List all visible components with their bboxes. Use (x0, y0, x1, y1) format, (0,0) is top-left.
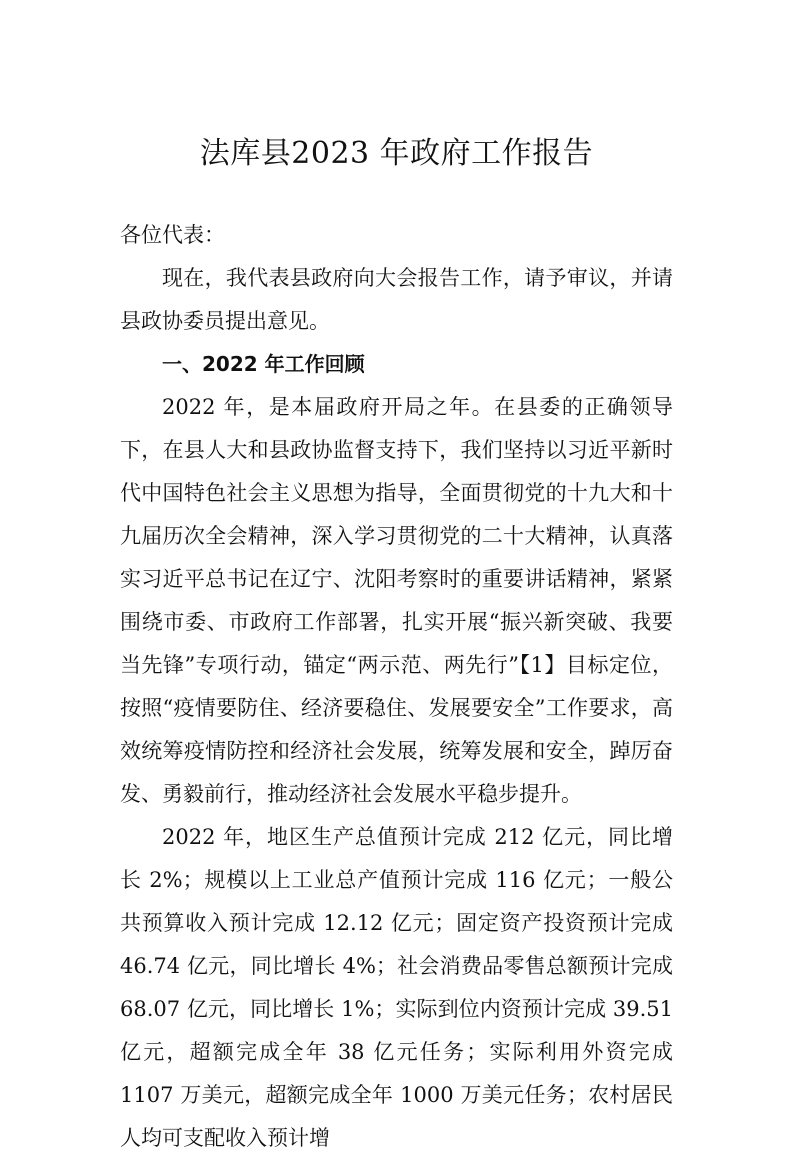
document-body (120, 214, 673, 1160)
document-title: 法库县2023 年政府工作报告 (199, 136, 594, 171)
salutation: 各位代表： (120, 223, 225, 247)
paragraph-indicators: 2022 年，地区生产总值预计完成 212 亿元，同比增长 2%；规模以上工业总产值预计完成 116 亿元；一般公共预算收入预计完成 12.12 亿元；固定资产投资预计完成 46.74 亿元，同比增长 4%；社会消费品零售总额预计完成 68.07 亿元，同比增长 1%；实际到位内资预计完成 39.51 亿元，超额完成全年 38 亿元任务；实际利用外资完成 1107 万美元，超额完成全年 1000 万美元任务；农村居民人均可支配收入预计增 (120, 825, 673, 1150)
section-heading: 一、2022 年工作回顾 (162, 352, 365, 376)
intro-paragraph: 现在，我代表县政府向大会报告工作，请予审议，并请县政协委员提出意见。 (120, 266, 673, 333)
paragraph-review: 2022 年，是本届政府开局之年。在县委的正确领导下，在县人大和县政协监督支持下，我们坚持以习近平新时代中国特色社会主义思想为指导，全面贯彻党的十九大和十九届历次全会精神，深入学习贯彻党的二十大精神，认真落实习近平总书记在辽宁、沈阳考察时的重要讲话精神，紧紧围绕市委、市政府工作部署，扎实开展“振兴新突破、我要当先锋”专项行动，锚定“两示范、两先行”【1】目标定位，按照“疫情要防住、经济要稳住、发展要安全”工作要求，高效统筹疫情防控和经济社会发展，统筹发展和安全，踔厉奋发、勇毅前行，推动经济社会发展水平稳步提升。 (120, 395, 673, 806)
